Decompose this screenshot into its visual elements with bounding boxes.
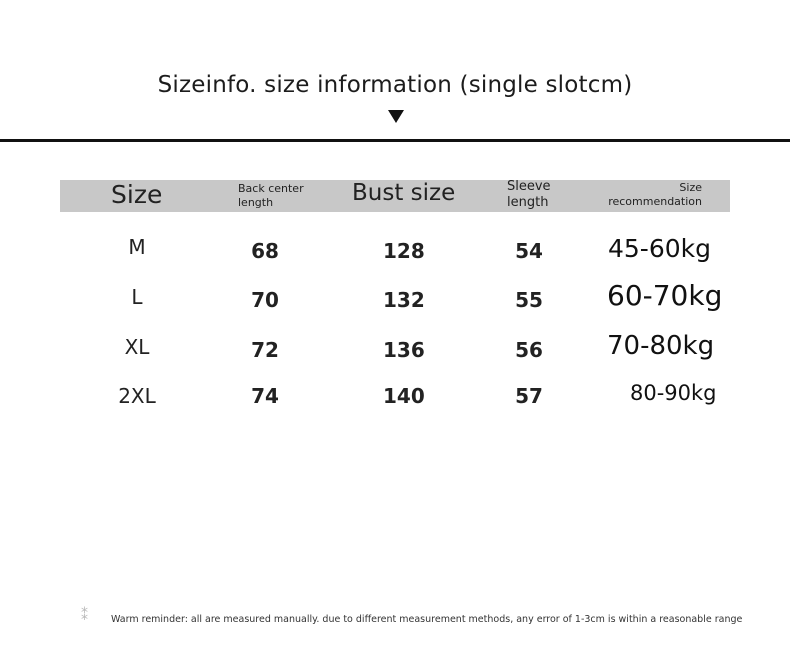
page-title: Sizeinfo. size information (single slotcm) <box>157 72 633 98</box>
down-arrow-icon <box>388 110 404 123</box>
cell-sleeve: 55 <box>515 288 543 312</box>
cell-sleeve: 56 <box>515 338 543 362</box>
cell-size: L <box>131 285 143 309</box>
divider <box>0 139 790 142</box>
cell-bust: 132 <box>383 288 425 312</box>
header-size-recommendation: Size recommendation <box>608 181 702 208</box>
cell-recommendation: 45-60kg <box>608 234 711 263</box>
header-bust-size: Bust size <box>352 180 456 206</box>
cell-bust: 140 <box>383 384 425 408</box>
cell-sleeve: 54 <box>515 239 543 263</box>
cell-sleeve: 57 <box>515 384 543 408</box>
cell-size: M <box>128 235 146 259</box>
cell-back-length: 74 <box>251 384 279 408</box>
header-size: Size <box>111 180 163 209</box>
cell-recommendation: 60-70kg <box>607 279 723 312</box>
cell-bust: 136 <box>383 338 425 362</box>
cell-size: 2XL <box>118 384 156 408</box>
reminder-decoration-icon: ⁑ <box>81 608 88 624</box>
cell-recommendation: 70-80kg <box>607 331 715 361</box>
header-sleeve-length: Sleeve length <box>507 179 551 210</box>
cell-back-length: 68 <box>251 239 279 263</box>
cell-back-length: 72 <box>251 338 279 362</box>
cell-bust: 128 <box>383 239 425 263</box>
header-back-center-length: Back center length <box>238 182 304 209</box>
cell-size: XL <box>124 335 150 359</box>
cell-recommendation: 80-90kg <box>630 381 717 405</box>
warm-reminder: Warm reminder: all are measured manually. due to different measurement methods, any error of 1-3cm is within a reasonable range <box>111 614 743 625</box>
cell-back-length: 70 <box>251 288 279 312</box>
